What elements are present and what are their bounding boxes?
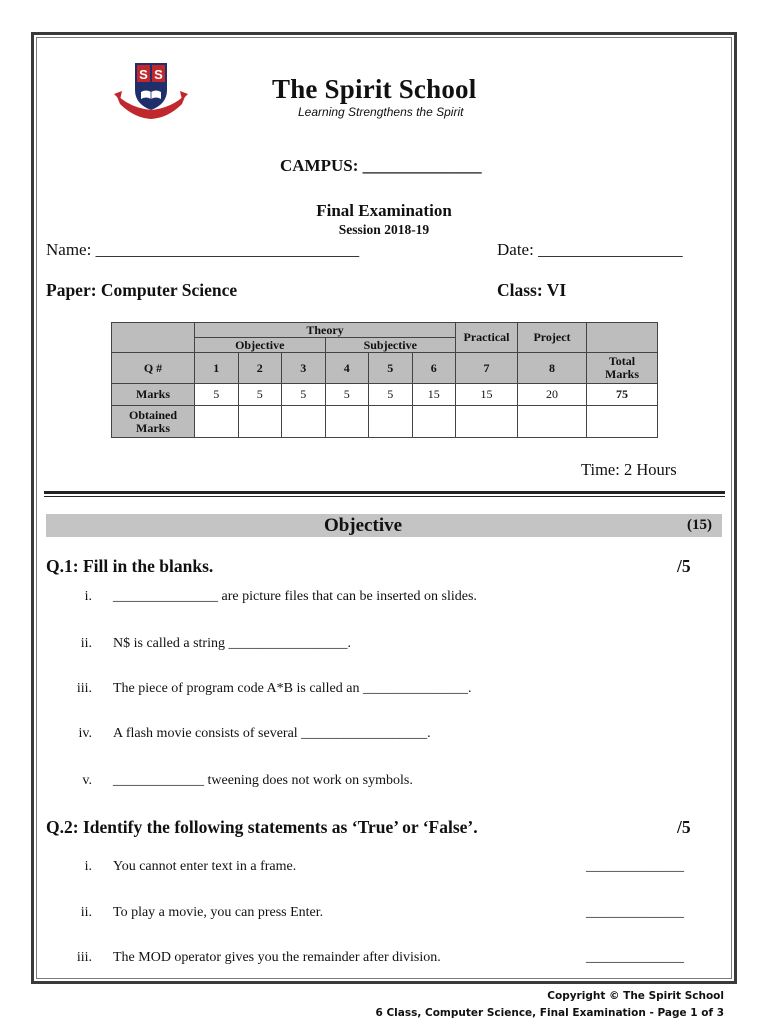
campus-field: CAMPUS: ______________ <box>280 156 482 175</box>
subjective-header: Subjective <box>325 338 456 353</box>
fill-blank-item: _____________ tweening does not work on symbols. <box>113 773 413 788</box>
practical-header: Practical <box>456 323 518 353</box>
obtained-cell[interactable] <box>412 406 456 438</box>
session-label: Session 2018-19 <box>338 222 430 237</box>
marks-table <box>111 322 658 438</box>
true-false-item: To play a movie, you can press Enter. <box>113 905 324 920</box>
q1-score: /5 <box>677 556 691 576</box>
question-number: 7 <box>456 353 518 384</box>
marks-cell: 5 <box>195 384 239 406</box>
fill-blank-item: A flash movie consists of several __________________. <box>113 726 431 741</box>
obtained-cell[interactable] <box>456 406 518 438</box>
answer-blank: ______________ <box>586 905 684 920</box>
item-number: iii. <box>76 681 92 696</box>
item-number: i. <box>84 589 92 604</box>
q2-score: /5 <box>677 817 691 837</box>
item-number: iii. <box>76 950 92 965</box>
question-number: 4 <box>325 353 369 384</box>
question-number: 3 <box>282 353 326 384</box>
marks-row-label: Marks <box>112 384 195 406</box>
svg-text:S: S <box>154 67 163 82</box>
item-number: ii. <box>80 636 92 651</box>
class-label: Class: VI <box>497 280 567 300</box>
divider-thin <box>44 496 725 497</box>
total-marks-cell: 75 <box>587 384 658 406</box>
marks-cell: 20 <box>518 384 587 406</box>
answer-blank: ______________ <box>586 950 684 965</box>
qnum-label: Q # <box>112 353 195 384</box>
obtained-cell[interactable] <box>518 406 587 438</box>
section-marks: (15) <box>687 517 712 533</box>
q1-heading: Q.1: Fill in the blanks. <box>46 556 214 576</box>
school-tagline: Learning Strengthens the Spirit <box>298 105 464 119</box>
divider-thick <box>44 491 725 494</box>
footer-copyright: Copyright © The Spirit School <box>547 990 724 1002</box>
obtained-cell[interactable] <box>238 406 282 438</box>
fill-blank-item: N$ is called a string _________________. <box>113 636 351 651</box>
school-logo <box>112 60 190 122</box>
question-number: 1 <box>195 353 239 384</box>
exam-time: Time: 2 Hours <box>581 460 677 479</box>
footer-page-info: 6 Class, Computer Science, Final Examination - Page 1 of 3 <box>375 1007 724 1019</box>
true-false-item: The MOD operator gives you the remainder after division. <box>113 950 441 965</box>
date-field: Date: _________________ <box>497 240 683 259</box>
fill-blank-item: The piece of program code A*B is called an _______________. <box>113 681 472 696</box>
table-blank-header <box>587 323 658 353</box>
obtained-cell[interactable] <box>282 406 326 438</box>
exam-title: Final Examination <box>316 201 452 220</box>
item-number: iv. <box>78 726 92 741</box>
obtained-total-cell[interactable] <box>587 406 658 438</box>
obtained-marks-label: Obtained Marks <box>112 406 195 438</box>
marks-cell: 15 <box>456 384 518 406</box>
question-number: 6 <box>412 353 456 384</box>
svg-text:S: S <box>139 67 148 82</box>
marks-cell: 15 <box>412 384 456 406</box>
question-number: 8 <box>518 353 587 384</box>
fill-blank-item: _______________ are picture files that can be inserted on slides. <box>113 589 477 604</box>
item-number: v. <box>82 773 92 788</box>
question-number: 5 <box>369 353 413 384</box>
true-false-item: You cannot enter text in a frame. <box>113 859 297 874</box>
obtained-cell[interactable] <box>369 406 413 438</box>
obtained-cell[interactable] <box>195 406 239 438</box>
marks-cell: 5 <box>325 384 369 406</box>
q2-heading: Q.2: Identify the following statements as ‘True’ or ‘False’. <box>46 817 478 837</box>
obtained-cell[interactable] <box>325 406 369 438</box>
marks-cell: 5 <box>282 384 326 406</box>
marks-cell: 5 <box>238 384 282 406</box>
item-number: ii. <box>80 905 92 920</box>
theory-header: Theory <box>195 323 456 338</box>
section-title: Objective <box>323 515 403 536</box>
question-number: 2 <box>238 353 282 384</box>
paper-label: Paper: Computer Science <box>46 280 238 300</box>
table-corner-cell <box>112 323 195 353</box>
total-marks-header: Total Marks <box>587 353 658 384</box>
answer-blank: ______________ <box>586 859 684 874</box>
name-field: Name: _______________________________ <box>46 240 360 259</box>
school-name: The Spirit School <box>272 74 477 104</box>
marks-cell: 5 <box>369 384 413 406</box>
item-number: i. <box>84 859 92 874</box>
project-header: Project <box>518 323 587 353</box>
objective-header: Objective <box>195 338 326 353</box>
